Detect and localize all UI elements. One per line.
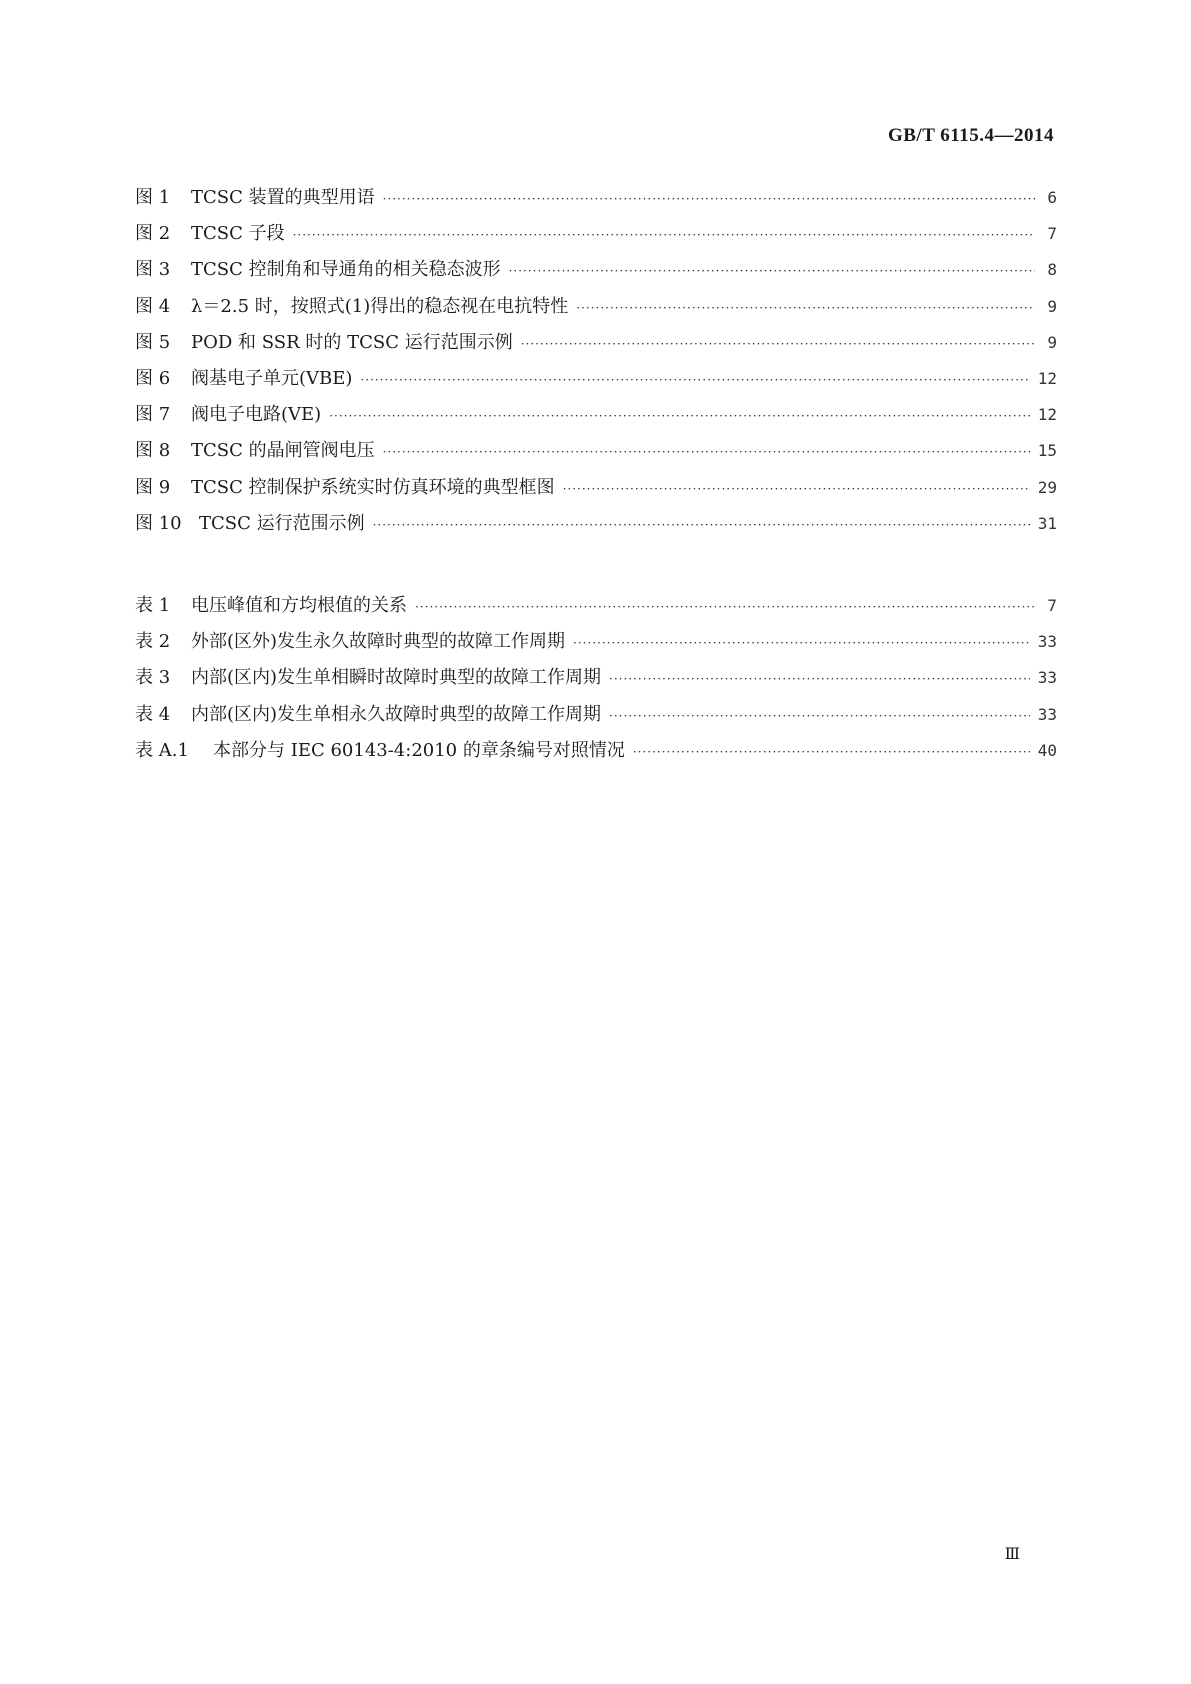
leader-dots: [293, 217, 1035, 253]
toc-entry-title: 阀基电子单元(VBE): [191, 367, 353, 389]
toc-entry-label: 表 3: [135, 667, 171, 689]
leader-dots: [360, 362, 1029, 398]
toc-entry-page: 33: [1037, 668, 1057, 688]
toc-entry-page: 9: [1047, 332, 1057, 352]
leader-dots: [609, 661, 1030, 697]
toc-entry-table-3[interactable]: [135, 660, 1057, 696]
leader-dots: [609, 698, 1030, 734]
toc-entry-title: TCSC 运行范围示例: [199, 512, 365, 534]
toc-entry-label: 表 2: [135, 631, 171, 653]
toc-entry-label: 表 4: [135, 703, 171, 725]
toc-entry-label: 图 6: [135, 367, 171, 389]
toc-entry-figure-10[interactable]: [135, 506, 1057, 542]
toc-entry-figure-3[interactable]: [135, 252, 1057, 288]
toc-entry-label: 图 1: [135, 187, 171, 208]
toc-entry-title: TCSC 控制角和导通角的相关稳态波形: [191, 259, 501, 281]
toc-entry-page: 29: [1037, 477, 1057, 497]
toc-entry-figure-6[interactable]: [135, 361, 1057, 397]
toc-entry-page: 15: [1037, 441, 1057, 461]
toc-entry-title: POD 和 SSR 时的 TCSC 运行范围示例: [191, 331, 513, 353]
toc-entry-page: 40: [1037, 740, 1057, 760]
leader-dots: [633, 734, 1030, 770]
toc-entry-figure-5[interactable]: [135, 325, 1057, 361]
toc-entry-table-a1[interactable]: [135, 733, 1057, 769]
toc-entry-title: 阀电子电路(VE): [191, 404, 322, 426]
toc-entry-label: 表 A.1: [135, 739, 189, 761]
toc-entry-page: 9: [1047, 296, 1057, 316]
toc-entry-title: 内部(区内)发生单相瞬时故障时典型的故障工作周期: [191, 667, 602, 689]
toc-entry-table-1[interactable]: [135, 588, 1057, 624]
toc-entry-page: 33: [1037, 704, 1057, 724]
toc-entry-label: 图 7: [135, 404, 171, 426]
toc-entry-page: 12: [1037, 405, 1057, 425]
leader-dots: [576, 290, 1035, 326]
toc-entry-title: λ＝2.5 时，按照式(1)得出的稳态视在电抗特性: [191, 295, 569, 317]
toc-entry-page: 7: [1047, 596, 1057, 615]
toc-entry-label: 图 5: [135, 331, 171, 353]
toc-entry-title: TCSC 控制保护系统实时仿真环境的典型框图: [191, 476, 555, 498]
toc-entry-page: 7: [1047, 224, 1057, 244]
toc-entry-title: 电压峰值和方均根值的关系: [191, 595, 407, 616]
toc-entry-label: 图 8: [135, 440, 171, 462]
leader-dots: [383, 181, 1035, 217]
toc-entry-title: 外部(区外)发生永久故障时典型的故障工作周期: [191, 631, 566, 653]
toc-entry-label: 图 4: [135, 295, 171, 317]
toc-entry-label: 图 10: [135, 512, 182, 534]
toc-entry-label: 表 1: [135, 595, 171, 616]
toc-entry-figure-4[interactable]: [135, 289, 1057, 325]
toc-entry-page: 31: [1037, 513, 1057, 533]
toc-entry-figure-2[interactable]: [135, 216, 1057, 252]
toc-entry-figure-1[interactable]: [135, 180, 1057, 216]
toc-entry-title: TCSC 子段: [191, 223, 285, 245]
toc-entry-title: 内部(区内)发生单相永久故障时典型的故障工作周期: [191, 703, 602, 725]
leader-dots: [329, 398, 1030, 434]
standard-code: GB/T 6115.4—2014: [887, 125, 1054, 146]
toc-entry-label: 图 3: [135, 259, 171, 281]
leader-dots: [383, 434, 1030, 470]
table-list: [135, 588, 1057, 769]
toc-entry-title: TCSC 装置的典型用语: [191, 187, 375, 208]
leader-dots: [415, 589, 1035, 625]
toc-entry-figure-7[interactable]: [135, 397, 1057, 433]
toc-entry-figure-9[interactable]: [135, 470, 1057, 506]
toc-entry-figure-8[interactable]: [135, 433, 1057, 469]
toc-entry-page: 33: [1037, 632, 1057, 652]
toc-entry-page: 6: [1047, 188, 1057, 207]
figure-list: [135, 180, 1057, 542]
leader-dots: [509, 253, 1035, 289]
toc-entry-page: 8: [1047, 260, 1057, 280]
leader-dots: [521, 326, 1035, 362]
toc-entry-label: 图 9: [135, 476, 171, 498]
toc-entry-title: TCSC 的晶闸管阀电压: [191, 440, 375, 462]
leader-dots: [573, 625, 1030, 661]
toc-entry-title: 本部分与 IEC 60143-4:2010 的章条编号对照情况: [213, 739, 625, 761]
leader-dots: [373, 507, 1030, 543]
toc-entry-page: 12: [1037, 368, 1057, 388]
page-number: Ⅲ: [1004, 1546, 1019, 1563]
leader-dots: [563, 471, 1030, 507]
toc-entry-table-4[interactable]: [135, 697, 1057, 733]
toc-entry-label: 图 2: [135, 223, 171, 245]
toc-entry-table-2[interactable]: [135, 624, 1057, 660]
